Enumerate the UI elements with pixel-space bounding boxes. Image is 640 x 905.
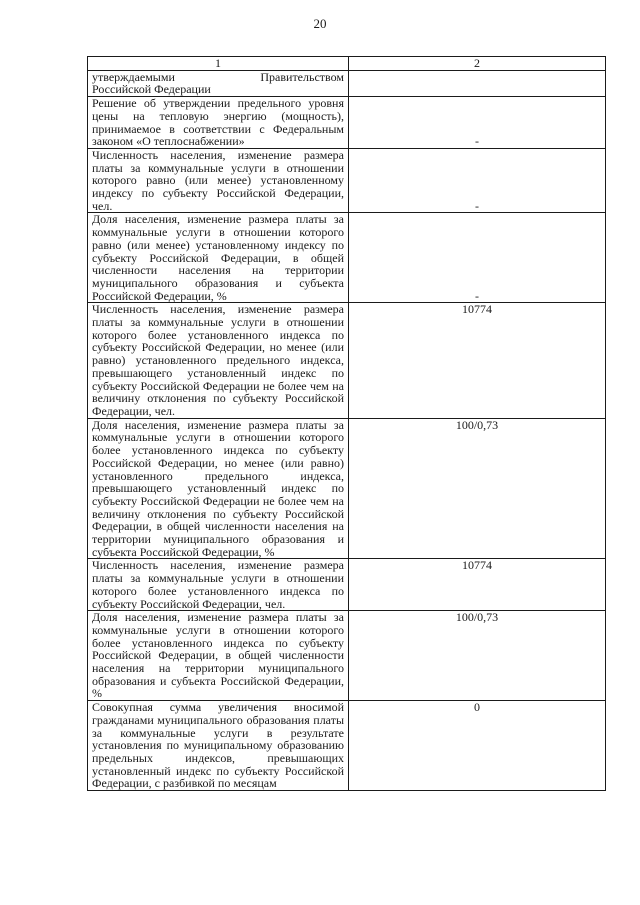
row-label-cell (88, 70, 349, 96)
row-value-cell: - (349, 148, 606, 213)
column-header-2: 2 (349, 57, 606, 71)
row-value-cell: - (349, 97, 606, 149)
row-label-cell: Численность населения, изменение размера платы за коммунальные услуги в отношении которого более установленного индекса по субъекту Российской Федерации, чел. (88, 559, 349, 611)
row-label-cell: Решение об утверждении предельного уровня цены на тепловую энергию (мощность), принимаемое в соответствии с Федеральным законом «О теплоснабжении» (88, 97, 349, 149)
data-table (87, 56, 606, 791)
table-row (88, 418, 606, 559)
row-value-cell: 0 (349, 701, 606, 791)
table-row (88, 701, 606, 791)
page-number: 20 (313, 16, 327, 31)
row-value-cell: 10774 (349, 303, 606, 418)
row-label-cell: Доля населения, изменение размера платы за коммунальные услуги в отношении которого равно (или менее) установленному индексу по субъекту Российской Федерации, в общей численности населения на территории муниципального образования и субъекта Российской Федерации, % (88, 213, 349, 303)
row-value-cell: 100/0,73 (349, 418, 606, 559)
row-label-line: Российской Федерации (92, 82, 211, 97)
row-label-cell: Совокупная сумма увеличения вносимой гражданами муниципального образования платы за коммунальные услуги в результате установления по муниципальному образованию предельных индексов, превышающих установленный индекс по субъекту Российской Федерации, с разбивкой по месяцам (88, 701, 349, 791)
table-row (88, 148, 606, 213)
table-header-row (88, 57, 606, 71)
row-label-cell: Доля населения, изменение размера платы за коммунальные услуги в отношении которого более установленного индекса по субъекту Российской Федерации, но менее (или равно) установленного предельного индекса, превышающего установленный индекс по субъекту Российской Федерации не более чем на величину отклонения по субъекту Российской Федерации, в общей численности населения на территории муниципального образования и субъекта Российской Федерации, % (88, 418, 349, 559)
row-label-word: Правительством (260, 69, 344, 84)
row-label-cell: Доля населения, изменение размера платы за коммунальные услуги в отношении которого более установленного индекса по субъекту Российской Федерации, в общей численности населения на территории муниципального образования и субъекта Российской Федерации, % (88, 611, 349, 701)
row-value-cell: - (349, 213, 606, 303)
row-label-cell: Численность населения, изменение размера платы за коммунальные услуги в отношении которого равно (или менее) установленному индексу по субъекту Российской Федерации, чел. (88, 148, 349, 213)
table-row (88, 611, 606, 701)
table-row (88, 559, 606, 611)
table-row (88, 213, 606, 303)
table-row (88, 97, 606, 149)
row-value-cell (349, 70, 606, 96)
table-row (88, 70, 606, 96)
column-header-1: 1 (88, 57, 349, 71)
table-row (88, 303, 606, 418)
row-value-cell: 10774 (349, 559, 606, 611)
row-label-cell: Численность населения, изменение размера платы за коммунальные услуги в отношении которого более установленного индекса по субъекту Российской Федерации, но менее (или равно) установленного предельного индекса, превышающего установленный индекс по субъекту Российской Федерации не более чем на величину отклонения по субъекту Российской Федерации, чел. (88, 303, 349, 418)
row-label-word: утверждаемыми (92, 69, 175, 84)
row-value-cell: 100/0,73 (349, 611, 606, 701)
